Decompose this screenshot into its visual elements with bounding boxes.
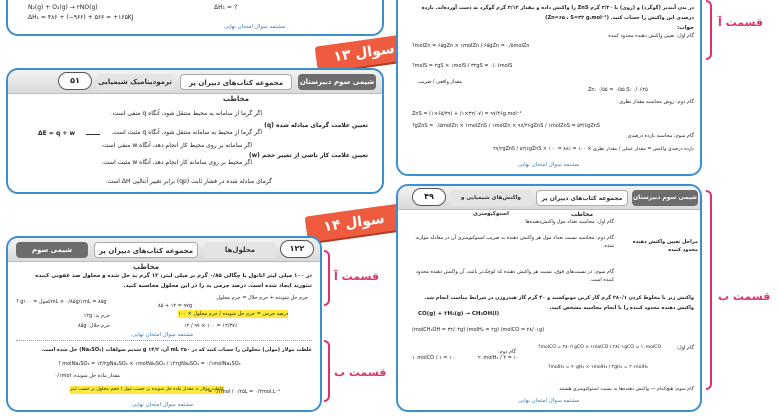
reaction-line-1: N₂(g) + O₂(g) → ۲NO(g) — [28, 4, 98, 11]
molar-mass-zns: ZnS = (۱×۶۵/۳۹) + (۱×۳۲/۰۷) = ۹۷/۴۶g.mol⁻¹ — [412, 111, 522, 117]
ratio-h2: ۲۰molH₂ / ۲ = ۱۰ — [478, 355, 519, 361]
intro-line-2: درصدی این واکنش را حساب کنید. (Zn=۶۵ ، S=۳۲ g.mol⁻¹) — [545, 15, 694, 21]
part-a-brace-right — [706, 0, 712, 60]
solution-top-card — [396, 0, 702, 176]
sign-w-title: تعیین علامت کار ناشی از تغییر حجم (w) — [248, 152, 368, 159]
chapter-tab: محلول‌ها — [204, 242, 276, 258]
calc-s: ?molS = ۲gS × ۱molS / ۳۲gS = ۰/۰۶molS — [412, 63, 513, 69]
ratio-values: Zn: ۰/۵۵ = ۰/۵۵ S: ۰/۰۶۲۵ — [588, 87, 648, 93]
part-b-label: قسمت ب — [334, 366, 387, 379]
question-14-card — [6, 236, 322, 412]
energy-formula: ΔE = q + w — [38, 130, 75, 137]
calc-zns-theoretical: ?gZnS = ۰/۵molZn × ۱molZnS / ۱molZn × ۹۷/۴۶gZnS / ۱molZnS = ۵۳/۶gZnS — [412, 123, 600, 129]
bracket-line — [86, 134, 100, 135]
part-a-calc-5: ۱۲ / ۹۷ × ۱۰۰ = ۱۲/۳۷٪ — [184, 323, 238, 329]
step-2-label: گام دوم: روش محاسبه مقدار نظری — [619, 99, 694, 105]
problem-line-1: واکنش زیر با مخلوط کردن ۲۸۰/۱ گرم گاز کربن مونوکسید و ۴۰ گرم گاز هیدروژن در شرایط مناسب انجام شد. — [424, 295, 694, 301]
question-number-badge: ۵۱ — [58, 72, 92, 90]
sign-q-rule-1: اگر گرما از سامانه به محیط منتقل شود، آنگاه q منفی است. — [111, 110, 262, 117]
section-divider — [16, 340, 312, 341]
answer-label: جواب: — [676, 25, 694, 31]
part-a-calc-1: ? gکحول = ۱۰۰mL × ۰/۸۵g/۱mL = ۸۵g — [16, 299, 107, 305]
part-a-calc-3: ۸۵ + ۱۲ = ۹۷g — [158, 303, 193, 309]
step-1-text: گام اول: محاسبه تعداد مول واکنش‌دهنده‌ها — [525, 219, 614, 225]
part-b-calc-3: غلظت مولار = مقدار ماده حل شونده بر حسب مول / حجم محلول بر حسب لیتر — [70, 387, 224, 392]
grade-tab: شیمی سوم دبیرستان — [298, 74, 376, 90]
chapter-tab: ترمودینامیک شیمیایی — [96, 74, 174, 90]
calc-zn: ?molZn = ۶۵gZn × ۱molZn / ۶۵gZn = ۰/۵molZn — [412, 43, 530, 49]
yield-calc: بازده درصدی واکنش = مقدار عملی / مقدار نظری × ۱۰۰ = ۴۷/۲gZnS / ۵۳/۶gZnS × ۱۰۰ = ۸۸٪ — [493, 147, 694, 152]
grade-tab: شیمی سوم دبیرستان — [16, 242, 88, 258]
part-b-calc-1: ? molNa₂SO₄ = ۱۴/۲gNa₂SO₄ × ۱molNa₂SO₄ / ۱۴۲gNa₂SO₄ = ۰/۱molNa₂SO₄ — [58, 361, 241, 367]
sign-w-rule-1: اگر سامانه بر روی محیط کار انجام دهد، آنگاه w منفی است. — [100, 142, 252, 149]
chapter-tab: واکنش‌های شیمیایی و استوکیومتری — [450, 190, 532, 206]
part-a-label-right: قسمت آ — [718, 16, 764, 29]
question-number-badge: ۴۹ — [412, 188, 446, 206]
sign-q-rule-2: اگر گرما از محیط به سامانه منتقل شود، آنگاه q مثبت است. — [111, 129, 262, 136]
note-text: گرمای مبادله شده در فشار ثابت (qp) برابر تغییر آنتالپی ΔH است. — [105, 178, 272, 185]
part-b-label-right: قسمت ب — [718, 290, 771, 303]
step-1-label: گام اول: تعیین واکنش دهنده محدود کننده — [608, 33, 694, 39]
molar-masses: (molCH₃OH = ۳۲/۰۴g) (molH₂ = ۲g) (molCO = ۲۸/۰۱g) — [412, 327, 545, 333]
part-a-label: قسمت آ — [334, 270, 380, 283]
sign-w-rule-2: اگر محیط بر روی سامانه کار انجام دهد، آنگاه w مثبت است. — [101, 159, 252, 166]
top-left-card — [6, 0, 384, 36]
calc-h2: ?molH₂ = ۴۰gH₂ × ۱molH₂ / ۲gH₂ = ۲۰molH₂ — [548, 365, 649, 370]
reaction-equation: CO(g) + ۲H₂(g) → CH₃OH(l) — [418, 311, 500, 317]
grade-tab: شیمی سوم دبیرستان — [632, 190, 698, 206]
question-13-banner: سوال ۱۳ — [315, 33, 414, 72]
calc-co: ?molCO = ۲۸۰/۱gCO × ۱molCO / ۲۸/۰۱gCO = ۱۰molCO — [538, 345, 662, 350]
question-number-badge: ۱۲۲ — [280, 240, 314, 258]
ratio-note: مقدار واقعی / ضریب — [418, 79, 463, 85]
part-b-brace — [324, 340, 330, 402]
solution-bottom-card — [396, 184, 702, 412]
calc-step-3: گام سوم: هیچ‌کدام — واکنش دهنده‌ها به نسبت استوکیومتری هستند — [559, 387, 694, 392]
reaction-line-2: ΔH₁ = ۴۸۶ + (−۹۶۶) + ۵۶۶ = +۱۶۵KJ — [28, 14, 134, 21]
part-b-brace-right — [706, 190, 712, 390]
question-13-card — [6, 68, 384, 194]
step-2-text: گام دوم: محاسبه نسبت تعداد مول هر واکنش دهنده به ضریب استوکیومتری آن در معادله موازنه شده. — [415, 235, 614, 249]
series-tab: مجموعه کتاب‌های دیپران پر مخاطب — [180, 74, 292, 90]
part-a-calc-2: جرم حل شونده + جرم حلال = جرم محلول — [216, 295, 308, 301]
series-tab: مجموعه کتاب‌های دیپران پر مخاطب — [536, 190, 628, 206]
calc-step-2-label: گام دوم: — [498, 349, 517, 355]
part-a-calc-4: درصد جرمی = جرم حل شونده / جرم محلول × ۱۰۰ — [178, 311, 289, 317]
problem-line-2: واکنش دهنده محدود کننده را با انجام محاسبه مشخص کنید. — [549, 305, 694, 311]
part-b-calc-4: = ۰/۱mol / ۰/۲۵L = ۰/۴mol.L⁻¹ — [208, 389, 281, 395]
part-b-calc-2: مقدار ماده حل شونده: ۰/۱mol — [54, 373, 120, 379]
footer-note: مشتمه سوال امتحان نهایی — [518, 398, 580, 404]
series-tab: مجموعه کتاب‌های دیپران پر مخاطب — [94, 242, 198, 258]
reaction-line-3: ΔH₁ = ? — [214, 4, 238, 11]
question-14-banner: سوال ۱۴ — [305, 203, 404, 242]
footer-note-2: مشتمه سوال امتحان نهایی — [132, 402, 194, 408]
part-a-text-2: تنتورید ایجاد شده است. درصد جرمی ید را در این محلول محاسبه کنید. — [123, 283, 312, 289]
part-a-brace — [324, 250, 330, 306]
part-a-calc-6: جرم ید: ۱۲g — [83, 313, 110, 319]
ratio-co: ۱۰molCO / ۱ = ۱۰ — [412, 355, 455, 361]
step-3-label: گام سوم: محاسبه بازده درصدی — [627, 133, 694, 139]
step-3-text: گام سوم: در نسبت‌های فوق، نسبت هر واکنش دهنده که کوچک‌تر باشد، آن واکنش دهنده محدود کننده است. — [415, 269, 614, 283]
part-a-calc-7: جرم حلال: ۸۵g — [77, 323, 110, 329]
center-title: مراحل تعیین واکنش دهنده محدود کننده — [632, 239, 698, 253]
footer-note: مشتمه سوال امتحان نهایی — [132, 332, 194, 338]
intro-line-1: در بدن آیندنر (گوگرد) و (روی) با ۳/۲۰ گرم ZnS را واکنش داده و مقدار ۳/۱۲ گرم گوگرد به دست آورده‌اند. بازده — [421, 5, 694, 11]
sign-q-title: تعیین علامت گرمای مبادله شده (q) — [264, 122, 368, 129]
footer-note: مشتمه سوال امتحان نهایی — [518, 162, 580, 168]
calc-step-1-label: گام اول: — [676, 345, 694, 351]
footer-note: مشتمه سوال امتحان نهایی — [224, 24, 286, 30]
part-b-text: غلظت مولار (مولی) محلولی را حساب کنید که در ۲۵۰ mL آن، ۱۴/۲ g سدیم سولفات (Na₂SO₄) حل شده است. — [41, 347, 312, 353]
part-a-text-1: در ۱۰۰ میلی لیتر اتانول با چگالی ۰/۸۵ گرم بر میلی لیتر، ۱۲ گرم ید حل شده و محلول ضد عفونی کننده — [35, 273, 312, 279]
